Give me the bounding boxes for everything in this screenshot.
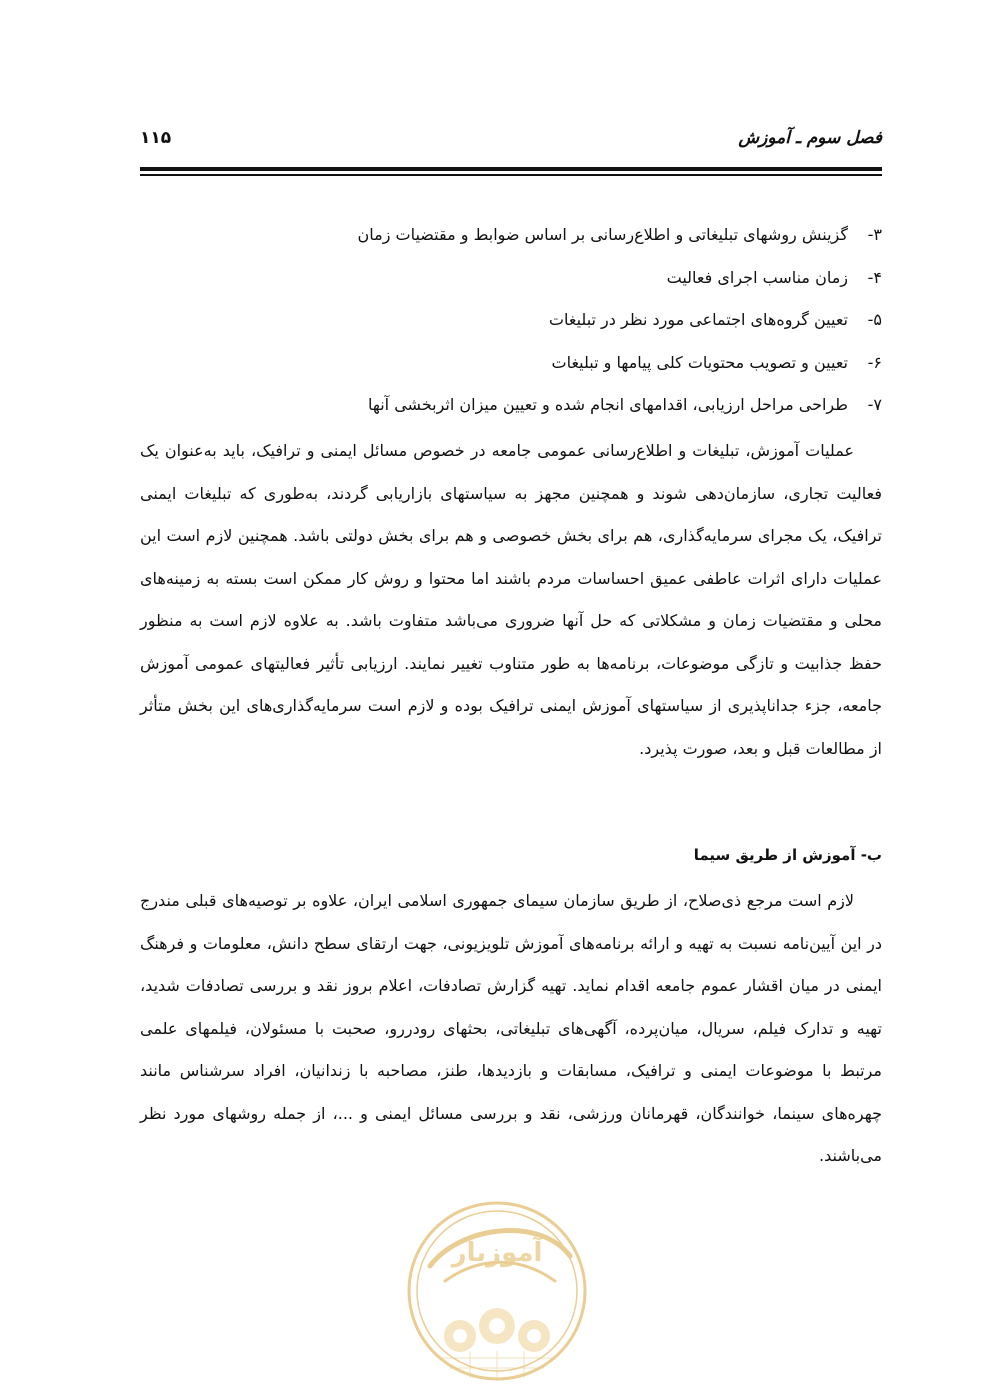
section-heading: ب- آموزش از طریق سیما (693, 846, 882, 864)
body-paragraph-2: لازم است مرجع ذی‌صلاح، از طریق سازمان سیمای جمهوری اسلامی ایران، علاوه بر توصیه‌های قبلی مندرج در این آیین‌نامه نسبت به تهیه و ارائه برنامه‌های آموزش تلویزیونی، جهت ارتقای سطح دانش، معلومات و فرهنگ ایمنی در میان اقشار عموم جامعه اقدام نماید. تهیه گزارش تصادفات، اعلام بروز نقد و بررسی تصادفات شدید، تهیه و تدارک فیلم، سریال، میان‌پرده، آگهی‌های تبلیغاتی، بحثهای رودررو، صحبت با مسئولان، فیلمهای علمی مرتبط با موضوعات ایمنی و ترافیک، مسابقات و بازدیدها، طنز، مصاحبه با زندانیان، افراد سرشناس مانند چهره‌های سینما، خوانندگان، قهرمانان ورزشی، نقد و بررسی مسائل ایمنی و ...، از جمله روشهای مورد نظر می‌باشند. (140, 891, 882, 1165)
chapter-title: فصل سوم ـ آموزش (738, 128, 882, 148)
list-item-number: ۷- (867, 395, 882, 414)
numbered-list (162, 214, 882, 427)
body-paragraph-1: عملیات آموزش، تبلیغات و اطلاع‌رسانی عمومی جامعه در خصوص مسائل ایمنی و ترافیک، باید به‌عنوان یک فعالیت تجاری، سازمان‌دهی شوند و همچنین مجهز به سیاستهای بازاریابی گردند، به‌طوری که تبلیغات ایمنی ترافیک، یک مجرای سرمایه‌گذاری، هم برای بخش خصوصی و هم برای بخش دولتی باشد. همچنین لازم است این عملیات دارای اثرات عاطفی عمیق احساسات مردم باشند اما محتوا و روش کار ممکن است بسته به زمینه‌های محلی و مقتضیات زمان و مشکلاتی که حل آنها ضروری می‌باشد متفاوت باشد. به علاوه لازم است به منظور حفظ جذابیت و تازگی موضوعات، برنامه‌ها به طور متناوب تغییر نمایند. ارزیابی تأثیر فعالیتهای عمومی آموزش جامعه، جزء جداناپذیری از سیاستهای آموزش ایمنی ترافیک بوده و لازم است سرمایه‌گذاری‌های این بخش متأثر از مطالعات قبل و بعد، صورت پذیرد. (140, 441, 882, 758)
list-item-text: گزینش روشهای تبلیغاتی و اطلاع‌رسانی بر اساس ضوابط و مقتضیات زمان (357, 225, 848, 244)
list-item-number: ۴- (867, 267, 882, 287)
header-rule-thin (140, 174, 882, 176)
list-item-text: طراحی مراحل ارزیابی، اقدامهای انجام شده و تعیین میزان اثربخشی آنها (367, 395, 848, 414)
list-item (162, 384, 882, 427)
list-item-number: ۵- (867, 310, 882, 329)
list-item (162, 342, 882, 385)
logo-text: آموزیار (451, 1238, 543, 1268)
list-item-text: تعیین گروه‌های اجتماعی مورد نظر در تبلیغات (548, 310, 848, 329)
logo-grid (440, 1351, 554, 1381)
list-item-text: تعیین و تصویب محتویات کلی پیامها و تبلیغات (551, 352, 848, 372)
list-item-number: ۳- (867, 225, 882, 244)
list-item-text: زمان مناسب اجرای فعالیت (666, 267, 848, 287)
publisher-logo-watermark (400, 1186, 594, 1386)
list-item (162, 257, 882, 300)
list-item (162, 299, 882, 342)
page-header (140, 128, 882, 158)
list-item (162, 214, 882, 257)
header-rule-thick (140, 167, 882, 171)
logo-inner-ring (417, 1211, 577, 1371)
list-item-number: ۶- (867, 352, 882, 372)
page-number: ۱۱۵ (140, 128, 172, 148)
